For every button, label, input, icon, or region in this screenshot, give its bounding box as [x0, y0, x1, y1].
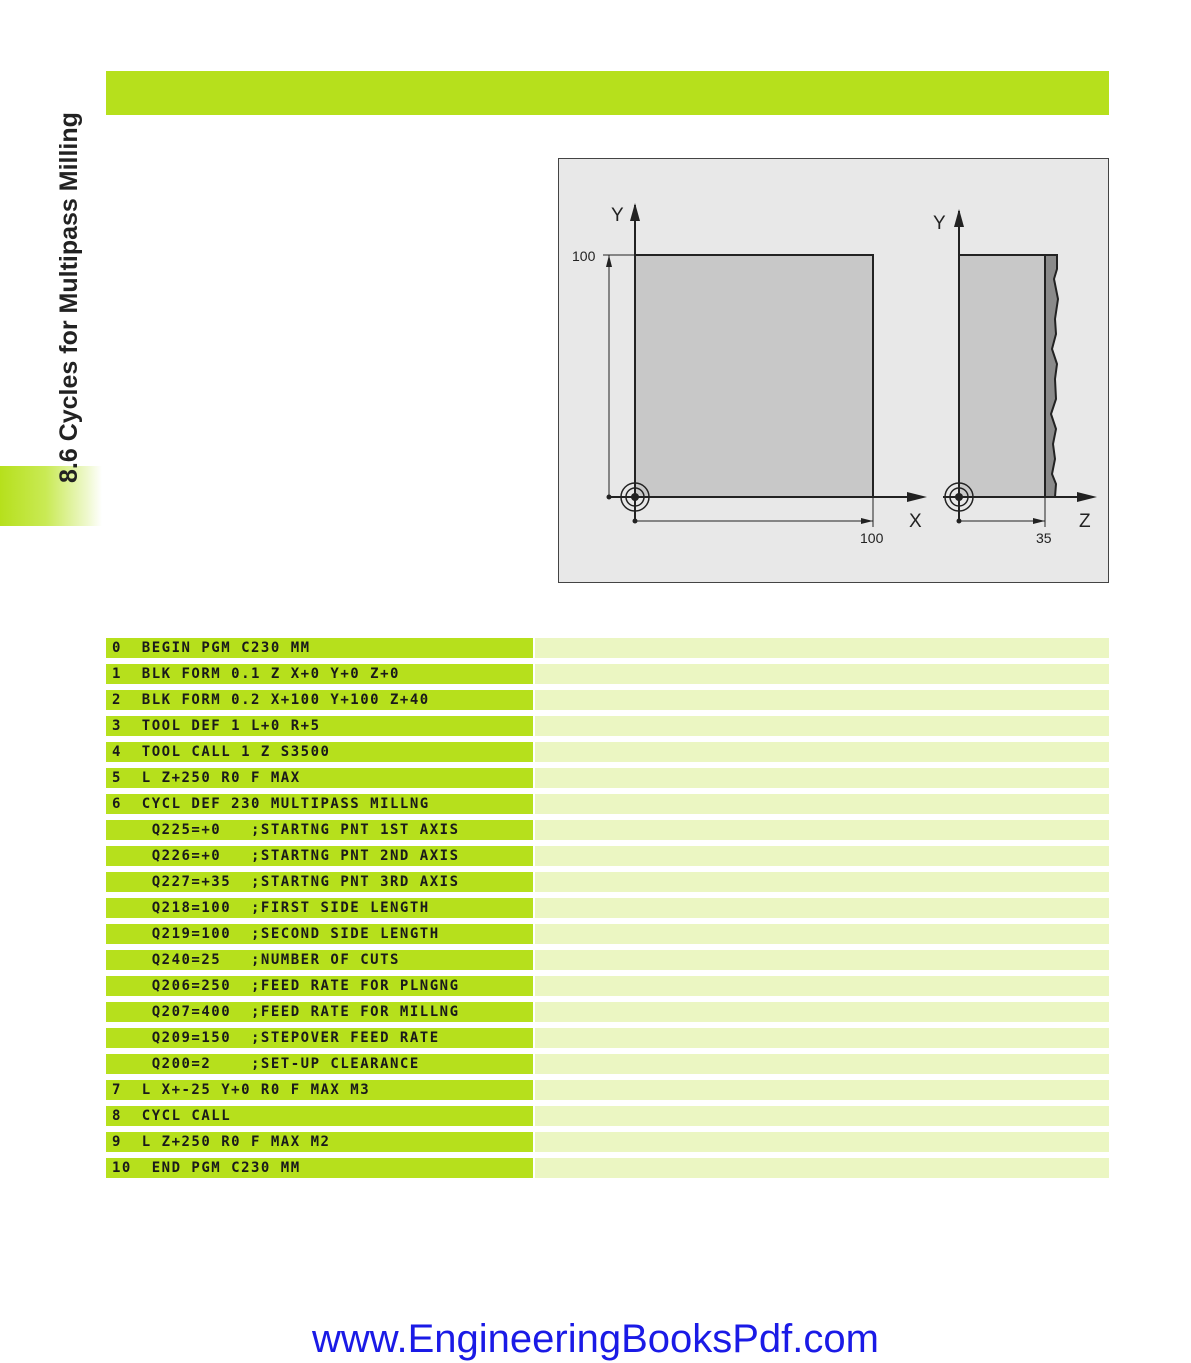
- section-title: 8.6 Cycles for Multipass Milling: [55, 112, 83, 483]
- y-dim-label: 100: [572, 248, 596, 264]
- program-line: [106, 690, 1109, 710]
- program-line-comment: [535, 768, 1109, 788]
- x-arrow-left-icon: [907, 492, 927, 502]
- program-line-comment: [535, 638, 1109, 658]
- program-line-comment: [535, 820, 1109, 840]
- program-line-comment: [535, 846, 1109, 866]
- program-line-comment: [535, 872, 1109, 892]
- program-line: [106, 898, 1109, 918]
- z-axis-label-right: Z: [1079, 511, 1091, 532]
- program-line-code: 3 TOOL DEF 1 L+0 R+5: [112, 718, 321, 734]
- program-line-comment: [535, 898, 1109, 918]
- y-axis-label-left: Y: [611, 205, 624, 226]
- program-line: [106, 1106, 1109, 1126]
- program-line: [106, 846, 1109, 866]
- program-line: [106, 1028, 1109, 1048]
- program-line-code: 2 BLK FORM 0.2 X+100 Y+100 Z+40: [112, 692, 430, 708]
- program-line-comment: [535, 1158, 1109, 1178]
- program-line: [106, 950, 1109, 970]
- program-line-comment: [535, 1080, 1109, 1100]
- program-line-comment: [535, 1028, 1109, 1048]
- y-arrow-left-icon: [630, 203, 640, 221]
- y-arrow-right-icon: [954, 209, 964, 227]
- workpiece-top-view: [635, 255, 873, 497]
- program-line-comment: [535, 924, 1109, 944]
- program-line-comment: [535, 664, 1109, 684]
- program-line: [106, 872, 1109, 892]
- program-line-code: Q219=100 ;SECOND SIDE LENGTH: [112, 926, 440, 942]
- program-line: [106, 716, 1109, 736]
- program-line-comment: [535, 1106, 1109, 1126]
- footer-url-link[interactable]: www.EngineeringBooksPdf.com: [312, 1317, 879, 1361]
- program-line: [106, 794, 1109, 814]
- program-line-code: 5 L Z+250 R0 F MAX: [112, 770, 301, 786]
- program-line: [106, 820, 1109, 840]
- workpiece-drawing: [559, 159, 1108, 582]
- program-line-code: 6 CYCL DEF 230 MULTIPASS MILLNG: [112, 796, 430, 812]
- program-line: [106, 1132, 1109, 1152]
- program-line: [106, 976, 1109, 996]
- nc-program-table: [106, 638, 1109, 1184]
- program-line-code: Q240=25 ;NUMBER OF CUTS: [112, 952, 400, 968]
- z-dim-label: 35: [1036, 530, 1052, 546]
- program-line-code: 8 CYCL CALL: [112, 1108, 232, 1124]
- program-line-comment: [535, 794, 1109, 814]
- program-line: [106, 768, 1109, 788]
- workpiece-figure: [558, 158, 1109, 583]
- program-line: [106, 1002, 1109, 1022]
- program-line: [106, 924, 1109, 944]
- program-line-code: Q227=+35 ;STARTNG PNT 3RD AXIS: [112, 874, 460, 890]
- program-line-comment: [535, 1132, 1109, 1152]
- program-line: [106, 1080, 1109, 1100]
- z-arrow-right-icon: [1077, 492, 1097, 502]
- program-line-code: 1 BLK FORM 0.1 Z X+0 Y+0 Z+0: [112, 666, 400, 682]
- x-dim-label: 100: [860, 530, 884, 546]
- program-line-comment: [535, 950, 1109, 970]
- section-tab: [0, 466, 102, 526]
- program-line-code: Q225=+0 ;STARTNG PNT 1ST AXIS: [112, 822, 460, 838]
- program-line-code: 7 L X+-25 Y+0 R0 F MAX M3: [112, 1082, 371, 1098]
- program-line-code: 10 END PGM C230 MM: [112, 1160, 301, 1176]
- program-line-code: Q207=400 ;FEED RATE FOR MILLNG: [112, 1004, 460, 1020]
- program-line-comment: [535, 976, 1109, 996]
- program-line-code: 4 TOOL CALL 1 Z S3500: [112, 744, 331, 760]
- header-bar: [106, 71, 1109, 115]
- stock-rough-edge: [1045, 255, 1058, 497]
- program-line-comment: [535, 690, 1109, 710]
- program-line-code: Q200=2 ;SET-UP CLEARANCE: [112, 1056, 420, 1072]
- x-axis-label-left: X: [909, 511, 922, 532]
- program-line-comment: [535, 1054, 1109, 1074]
- program-line: [106, 638, 1109, 658]
- program-line: [106, 742, 1109, 762]
- program-line-comment: [535, 742, 1109, 762]
- program-line-code: Q226=+0 ;STARTNG PNT 2ND AXIS: [112, 848, 460, 864]
- workpiece-side-view: [959, 255, 1045, 497]
- program-line-code: Q209=150 ;STEPOVER FEED RATE: [112, 1030, 440, 1046]
- program-line: [106, 1158, 1109, 1178]
- y-axis-label-right: Y: [933, 213, 946, 234]
- program-line-comment: [535, 716, 1109, 736]
- program-line: [106, 1054, 1109, 1074]
- program-line-code: 0 BEGIN PGM C230 MM: [112, 640, 311, 656]
- program-line-code: Q206=250 ;FEED RATE FOR PLNGNG: [112, 978, 460, 994]
- program-line-code: Q218=100 ;FIRST SIDE LENGTH: [112, 900, 430, 916]
- program-line: [106, 664, 1109, 684]
- program-line-comment: [535, 1002, 1109, 1022]
- program-line-code: 9 L Z+250 R0 F MAX M2: [112, 1134, 331, 1150]
